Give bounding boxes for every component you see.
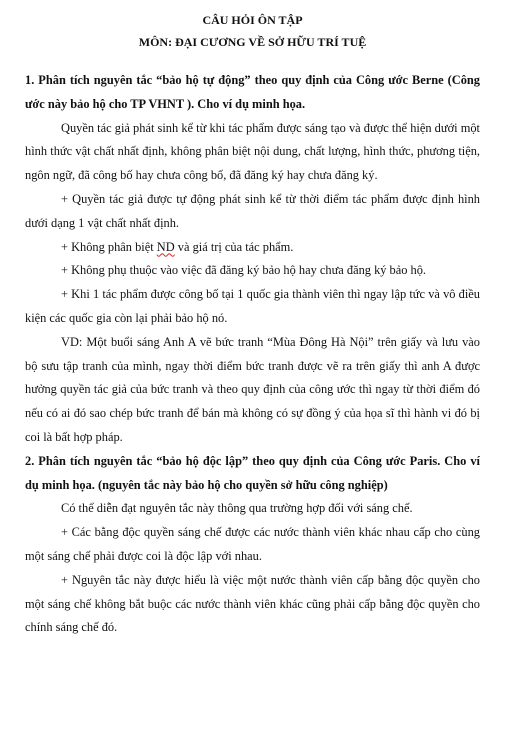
bullet-text: và giá trị của tác phẩm. (174, 239, 294, 254)
document-page (25, 9, 480, 640)
document-title-line-2: MÔN: ĐẠI CƯƠNG VỀ SỞ HỮU TRÍ TUỆ (138, 35, 367, 49)
document-title-line-1: CÂU HỎI ÔN TẬP (202, 13, 303, 27)
question-1-bullet (25, 236, 480, 260)
question-1-bullet: + Không phụ thuộc vào việc đã đăng ký bảo hộ hay chưa đăng ký bảo hộ. (61, 263, 427, 278)
question-2-bullet: + Các bằng độc quyền sáng chế được các nước thành viên khác nhau cấp cho cùng một sáng chế phải được coi là độc lập với nhau. (25, 525, 480, 563)
bullet-text: + Không phân biệt (61, 239, 157, 254)
question-1-bullet: + Quyền tác giả được tự động phát sinh kể từ thời điểm tác phẩm được định hình dưới dạng 1 vật chất nhất định. (25, 191, 480, 230)
question-1-paragraph: Quyền tác giả phát sinh kể từ khi tác phẩm được sáng tạo và được thể hiện dưới một hình thức vật chất nhất định, không phân biệt nội dung, chất lượng, hình thức, phương tiện, ngôn ngữ, đã công bố hay chưa công bố, đã đăng ký hay chưa đăng ký. (25, 120, 480, 183)
question-1-bullet: + Khi 1 tác phẩm được công bố tại 1 quốc gia thành viên thì ngay lập tức và vô điều kiện các quốc gia còn lại phải bảo hộ nó. (25, 287, 480, 325)
question-2-heading: 2. Phân tích nguyên tắc “bảo hộ độc lập” theo quy định của Công ước Paris. Cho ví dụ minh họa. (nguyên tắc này bảo hộ cho quyền sở hữu công nghiệp) (25, 453, 480, 492)
spacer (25, 53, 480, 69)
question-2-paragraph: Có thể diễn đạt nguyên tắc này thông qua trường hợp đối với sáng chế. (61, 501, 413, 516)
spellcheck-marked-word: ND (156, 239, 175, 254)
question-2-bullet: + Nguyên tắc này được hiểu là việc một nước thành viên cấp bằng độc quyền cho một sáng chế không bắt buộc các nước thành viên khác cũng phải cấp bằng độc quyền cho chính sáng chế đó. (25, 572, 480, 635)
question-1-example: VD: Một buổi sáng Anh A vẽ bức tranh “Mùa Đông Hà Nội” trên giấy và lưu vào bộ sưu tập tranh của mình, ngay thời điểm bức tranh được vẽ ra trên giấy thì anh A được hưởng quyền tác giả của bức tranh và theo quy định của công ước thì ngay từ thời điểm đó nếu có ai đó sao chép bức tranh để bán mà không có sự đồng ý của họa sĩ thì hành vi đó bị coi là bất hợp pháp. (25, 334, 480, 444)
question-1-heading: 1. Phân tích nguyên tắc “bảo hộ tự động” theo quy định của Công ước Berne (Công ước này bảo hộ cho TP VHNT ). Cho ví dụ minh họa. (25, 73, 480, 111)
